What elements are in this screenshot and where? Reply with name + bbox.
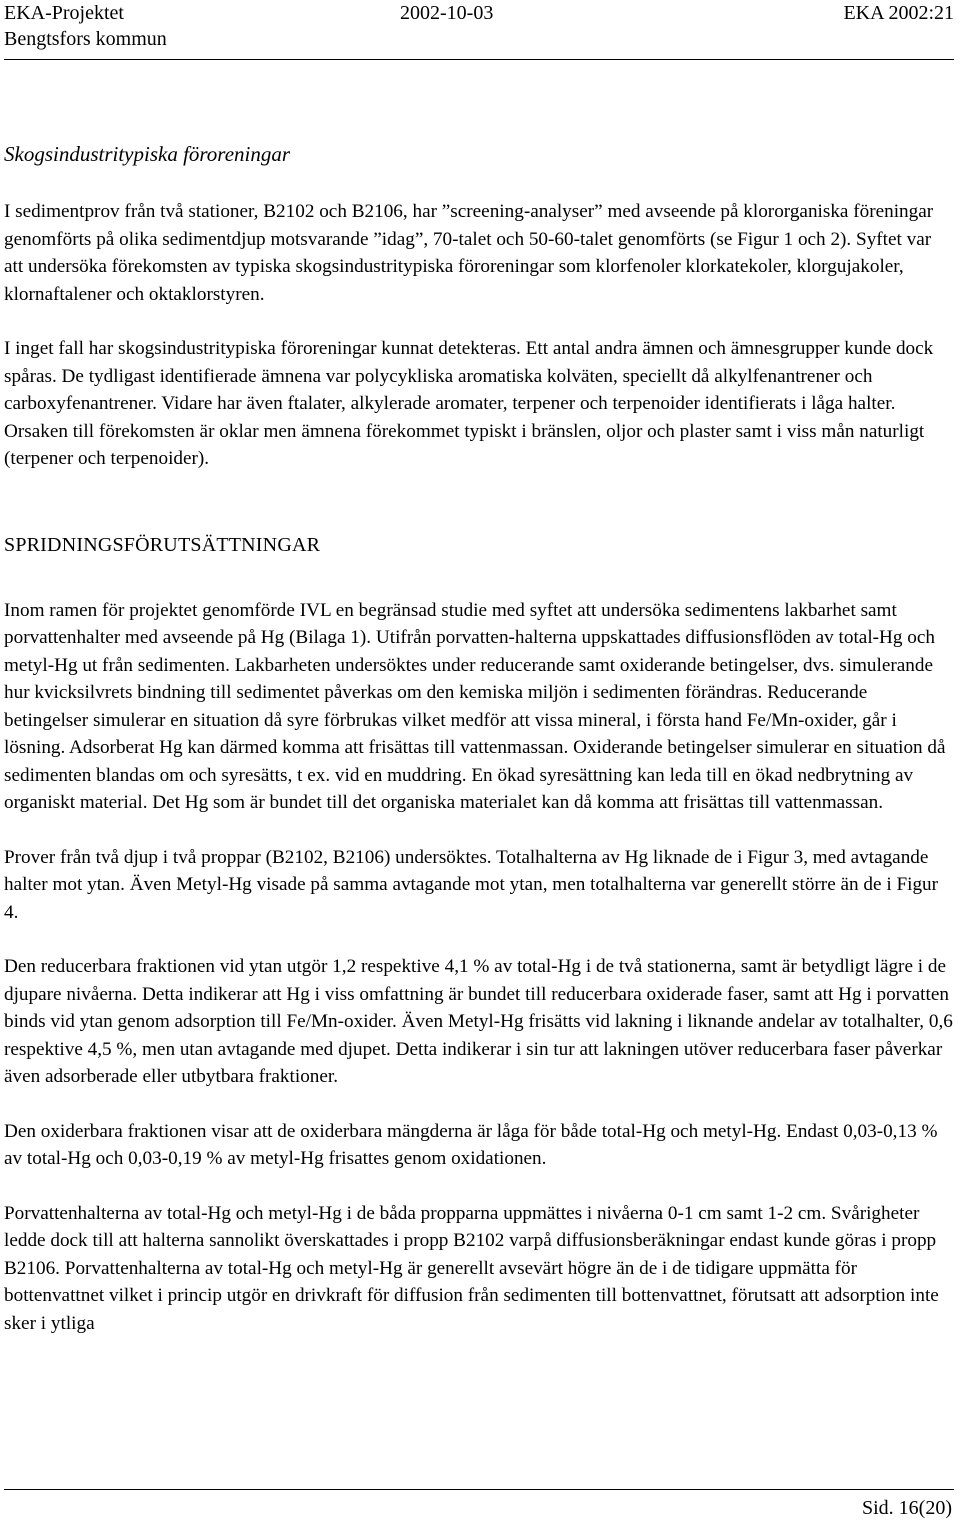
header-divider <box>4 59 954 60</box>
page-content <box>4 140 954 1337</box>
body-paragraph: Porvattenhalterna av total-Hg och metyl-Hg i de båda propparna uppmättes i nivåerna 0-1 cm samt 1-2 cm. Svårigheter ledde dock till att halterna sannolikt överskattades i propp B2102 varpå diffusionsberäkningar endast kunde göras i propp B2106. Porvattenhalterna av total-Hg och metyl-Hg är generellt avsevärt högre än de i de tidigare uppmätta för bottenvattnet vilket i princip utgör en drivkraft för diffusion från sedimenten till bottenvattnet, förutsatt att adsorption inte sker i ytliga <box>4 1202 939 1334</box>
header-row-1 <box>4 0 954 26</box>
page-header <box>4 0 954 60</box>
header-row-2 <box>4 26 954 52</box>
footer-divider <box>4 1489 954 1490</box>
body-paragraph: Den oxiderbara fraktionen visar att de oxiderbara mängderna är låga för både total-Hg och metyl-Hg. Endast 0,03-0,13 % av total-Hg och 0,03-0,19 % av metyl-Hg frisattes genom oxidationen. <box>4 1120 938 1169</box>
body-paragraph: I sedimentprov från två stationer, B2102 och B2106, har ”screening-analyser” med avseende på klororganiska föreningar genomförts på olika sedimentdjup motsvarande ”idag”, 70-talet och 50-60-talet genomförts (se Figur 1 och 2). Syftet var att undersöka förekomsten av typiska skogsindustritypiska föroreningar som klorfenoler klorkatekoler, klorgujakoler, klornaftalener och oktaklorstyren. <box>4 201 934 305</box>
body-paragraph: I inget fall har skogsindustritypiska föroreningar kunnat detekteras. Ett antal andra ämnen och ämnesgrupper kunde dock spåras. De tydligast identifierade ämnena var polycykliska aromatiska kolväten, speciellt då alkylfenantrener och carboxyfenantrener. Vidare har även ftalater, alkylerade aromater, terpener och terpenoider identifierats i låga halter. Orsaken till förekomsten är oklar men ämnena förekommet typiskt i bränslen, oljor och plaster samt i viss mån naturligt (terpener och terpenoider). <box>4 338 934 469</box>
section-heading-skogsindustri: Skogsindustritypiska föroreningar <box>4 142 291 166</box>
body-paragraph: Den reducerbara fraktionen vid ytan utgör 1,2 respektive 4,1 % av total-Hg i de två stationerna, samt är betydligt lägre i de djupare nivåerna. Detta indikerar att Hg i viss omfattning är bundet till reducerbara oxiderade faser, samt att Hg i porvatten binds vid ytan genom adsorption till Fe/Mn-oxider. Även Metyl-Hg frisätts vid lakning i liknande andelar av totalhalter, 0,6 respektive 4,5 %, men utan avtagande med djupet. Detta indikerar i sin tur att lakningen utöver reducerbara faser påverkar även adsorberade eller utbytbara fraktioner. <box>4 956 953 1087</box>
header-date: 2002-10-03 <box>400 2 494 24</box>
header-report-id: EKA 2002:21 <box>843 2 954 24</box>
header-municipality: Bengtsfors kommun <box>4 28 167 50</box>
body-paragraph: Inom ramen för projektet genomförde IVL en begränsad studie med syftet att undersöka sedimentens lakbarhet samt porvattenhalter med avseende på Hg (Bilaga 1). Utifrån porvatten-halterna uppskattades diffusionsflöden av total-Hg och metyl-Hg ut från sedimenten. Lakbarheten undersöktes under reducerande samt oxiderande betingelser, dvs. simulerande hur kvicksilvrets bindning till sedimentet påverkas om den kemiska miljön i sedimenten förändras. Reducerande betingelser simulerar en situation då syre förbrukas vilket medför att vissa mineral, i första hand Fe/Mn-oxider, går i lösning. Adsorberat Hg kan därmed komma att frisättas till vattenmassan. Oxiderande betingelser simulerar en situation då sedimenten blandas om och syresätts, t ex. vid en muddring. En ökad syresättning kan leda till en ökad nedbrytning av organiskt material. Det Hg som är bundet till det organiska materialet kan då komma att frisättas till vattenmassan. <box>4 599 946 813</box>
page-number: Sid. 16(20) <box>862 1497 952 1519</box>
header-project: EKA-Projektet <box>4 2 124 24</box>
body-paragraph: Prover från två djup i två proppar (B2102, B2106) undersöktes. Totalhalterna av Hg liknade de i Figur 3, med avtagande halter mot ytan. Även Metyl-Hg visade på samma avtagande mot ytan, men totalhalterna var generellt större än de i Figur 4. <box>4 846 939 923</box>
section-heading-spridning: SPRIDNINGSFÖRUTSÄTTNINGAR <box>4 533 321 556</box>
